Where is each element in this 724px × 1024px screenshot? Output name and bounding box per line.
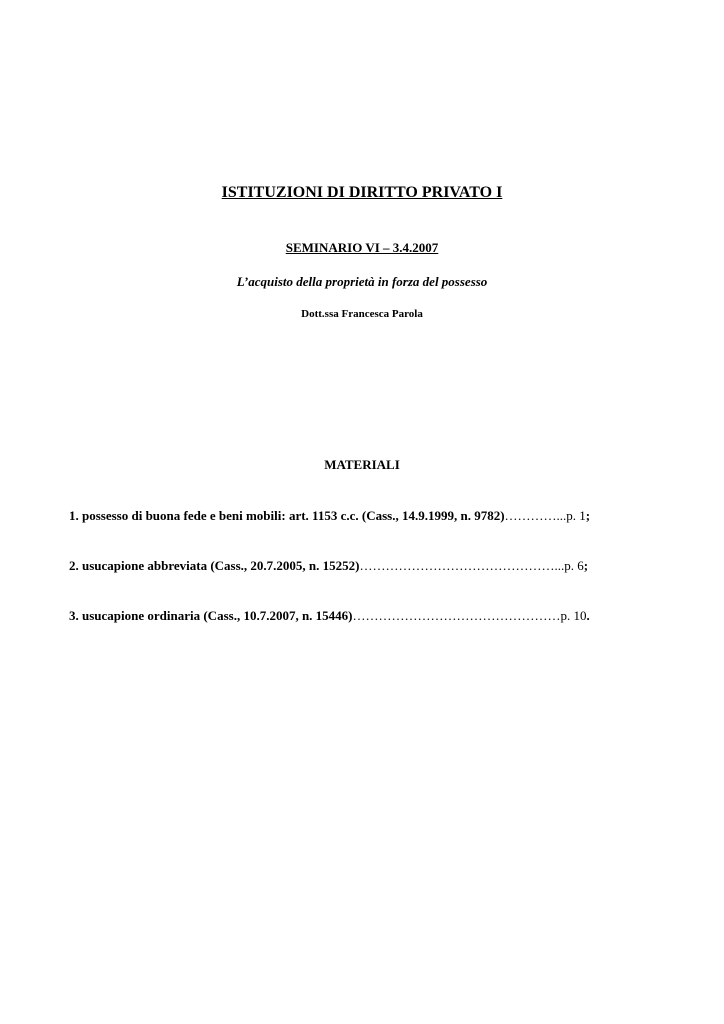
toc-entry — [69, 558, 588, 574]
toc-entry-reference: 1. possesso di buona fede e beni mobili: art. 1153 c.c. (Cass., 14.9.1999, n. 9782) — [69, 508, 505, 523]
toc-entry-end-mark: ; — [585, 508, 591, 523]
toc-entry-page: p. 1 — [566, 508, 586, 523]
toc-entry-reference: 2. usucapione abbreviata (Cass., 20.7.2005, n. 15252) — [69, 558, 360, 573]
toc-entry — [69, 608, 590, 624]
seminar-heading: SEMINARIO VI – 3.4.2007 — [285, 240, 439, 255]
toc-entry-leader: …………... — [504, 508, 567, 523]
materials-heading: MATERIALI — [324, 457, 400, 472]
toc-entry-end-mark: . — [586, 608, 590, 623]
toc-entry-page: p. 6 — [564, 558, 584, 573]
author-name: Dott.ssa Francesca Parola — [301, 308, 423, 320]
toc-entry-leader: ………………………………………... — [359, 558, 565, 573]
toc-entry-leader: ………………………………………… — [352, 608, 561, 623]
toc-entry — [69, 508, 590, 524]
toc-entry-end-mark: ; — [583, 558, 589, 573]
seminar-subtitle: L’acquisto della proprietà in forza del possesso — [236, 274, 488, 289]
toc-entry-reference: 3. usucapione ordinaria (Cass., 10.7.2007, n. 15446) — [69, 608, 353, 623]
document-title: ISTITUZIONI DI DIRITTO PRIVATO I — [221, 184, 503, 201]
toc-entry-page: p. 10 — [560, 608, 587, 623]
